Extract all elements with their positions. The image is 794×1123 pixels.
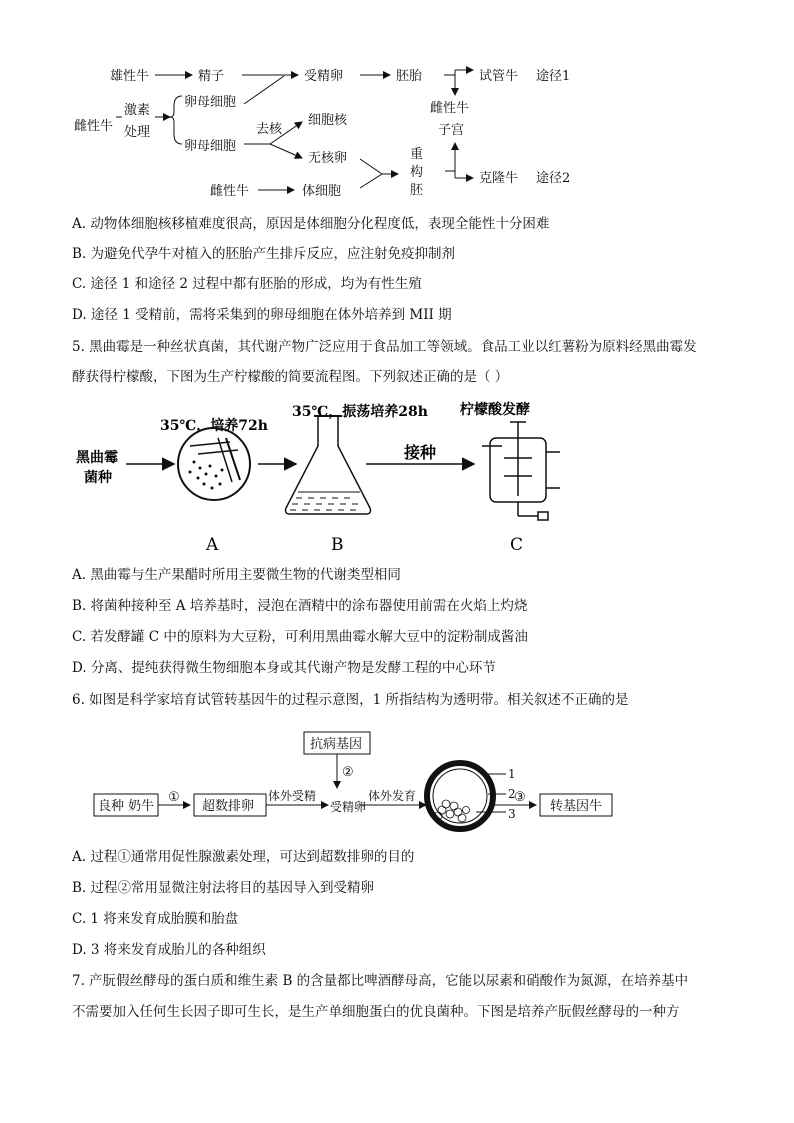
fig1-uterus: 子宫 [438, 123, 465, 138]
q6-fig-fertilized: 受精卵 [330, 800, 367, 814]
fig1-reconstructed-2: 构 [410, 165, 424, 180]
q5-option-d: D. 分离、提纯获得微生物细胞本身或其代谢产物是发酵工程的中心环节 [72, 660, 496, 676]
fig1-oocyte1: 卵母细胞 [184, 95, 237, 110]
fig1-male-cow: 雄性牛 [110, 69, 150, 84]
fig1-fertilized-egg: 受精卵 [304, 69, 344, 84]
fig1-female-cow-left: 雌性牛 [74, 119, 114, 134]
fig1-reconstructed-3: 胚 [410, 183, 424, 198]
q6-fig-n2: 2 [508, 787, 516, 801]
q6-fig-ivd: 体外发育 [368, 789, 417, 803]
q5-fig-letter-a: A [206, 535, 219, 555]
q6-option-b: B. 过程②常用显微注射法将目的基因导入到受精卵 [72, 880, 375, 896]
figure-citric-acid-flow [70, 396, 570, 556]
fig1-female-cow-bottom: 雌性牛 [210, 184, 250, 199]
q6-fig-step1: ① [168, 790, 180, 805]
q6-fig-transgenic: 转基因牛 [550, 799, 603, 814]
fig1-female-cow-uterus: 雌性牛 [430, 101, 470, 116]
fig1-route2: 途径2 [536, 171, 571, 186]
q6-fig-superovulation: 超数排卵 [202, 799, 255, 814]
q4-option-d: D. 途径 1 受精前，需将采集到的卵母细胞在体外培养到 MII 期 [72, 307, 452, 323]
q5-fig-letter-b: B [331, 535, 344, 555]
q6-fig-gene: 抗病基因 [310, 737, 363, 752]
fig1-oocyte2: 卵母细胞 [184, 139, 237, 154]
q5-fig-inoculate: 接种 [404, 443, 437, 462]
q5-option-b: B. 将菌种接种至 A 培养基时，浸泡在酒精中的涂布器使用前需在火焰上灼烧 [72, 598, 528, 614]
q6-fig-n3: 3 [508, 807, 516, 821]
q4-option-b: B. 为避免代孕牛对植入的胚胎产生排斥反应，应注射免疫抑制剂 [72, 246, 456, 262]
q5-stem-line2: 酵获得柠檬酸，下图为生产柠檬酸的简要流程图。下列叙述正确的是（ ） [72, 369, 509, 385]
q6-fig-ivf: 体外受精 [268, 789, 317, 803]
q5-option-c: C. 若发酵罐 C 中的原料为大豆粉，可利用黑曲霉水解大豆中的淀粉制成酱油 [72, 629, 528, 645]
fig1-enucleate: 去核 [256, 122, 283, 137]
fig1-route1: 途径1 [536, 69, 571, 84]
q6-option-c: C. 1 将来发育成胎膜和胎盘 [72, 911, 239, 927]
figure-nuclear-transfer [70, 58, 590, 208]
q6-option-a: A. 过程①通常用促性腺激素处理，可达到超数排卵的目的 [72, 849, 415, 865]
q4-option-c: C. 途径 1 和途径 2 过程中都有胚胎的形成，均为有性生殖 [72, 276, 422, 292]
q5-fig-strain-1: 黑曲霉 [76, 450, 118, 466]
fig1-reconstructed-1: 重 [410, 147, 424, 162]
fig1-nucleus: 细胞核 [308, 113, 348, 128]
q6-stem: 6. 如图是科学家培育试管转基因牛的过程示意图，1 所指结构为透明带。相关叙述不正确的是 [72, 692, 629, 708]
q5-fig-label-a-top: 35℃，培养72h [160, 418, 268, 434]
q7-line2: 不需要加入任何生长因子即可生长，是生产单细胞蛋白的优良菌种。下图是培养产朊假丝酵母的一种方 [72, 1004, 680, 1020]
q4-option-a: A. 动物体细胞核移植难度很高，原因是体细胞分化程度低，表现全能性十分困难 [72, 216, 550, 232]
figure-transgenic-cow [90, 728, 630, 834]
fig1-enucleated-egg: 无核卵 [308, 151, 348, 166]
fig1-hormone: 激素 [124, 103, 151, 118]
q6-fig-n1: 1 [508, 767, 516, 781]
q6-fig-step3: ③ [514, 790, 526, 805]
q5-fig-label-c-top: 柠檬酸发酵 [460, 402, 530, 418]
fig1-test-tube-cow: 试管牛 [479, 69, 519, 84]
q5-stem-line1: 5. 黑曲霉是一种丝状真菌，其代谢产物广泛应用于食品加工等领域。食品工业以红薯粉为原料经黑曲霉发 [72, 339, 697, 355]
q5-fig-strain-2: 菌种 [84, 470, 112, 486]
fig1-somatic-cell: 体细胞 [302, 184, 342, 199]
q5-fig-label-b-top: 35℃，振荡培养28h [292, 404, 428, 420]
fig1-sperm: 精子 [198, 69, 225, 84]
q6-fig-step2: ② [342, 765, 354, 780]
q7-line1: 7. 产朊假丝酵母的蛋白质和维生素 B 的含量都比啤酒酵母高，它能以尿素和硝酸作为氮源，在培养基中 [72, 973, 689, 989]
fig1-treatment: 处理 [124, 125, 151, 140]
fig1-clone-cow: 克隆牛 [479, 171, 519, 186]
q5-fig-letter-c: C [510, 535, 524, 555]
q6-fig-cow: 良种 奶牛 [98, 799, 155, 814]
q5-option-a: A. 黑曲霉与生产果醋时所用主要微生物的代谢类型相同 [72, 567, 401, 583]
q6-option-d: D. 3 将来发育成胎儿的各种组织 [72, 942, 266, 958]
fig1-embryo: 胚胎 [396, 69, 423, 84]
